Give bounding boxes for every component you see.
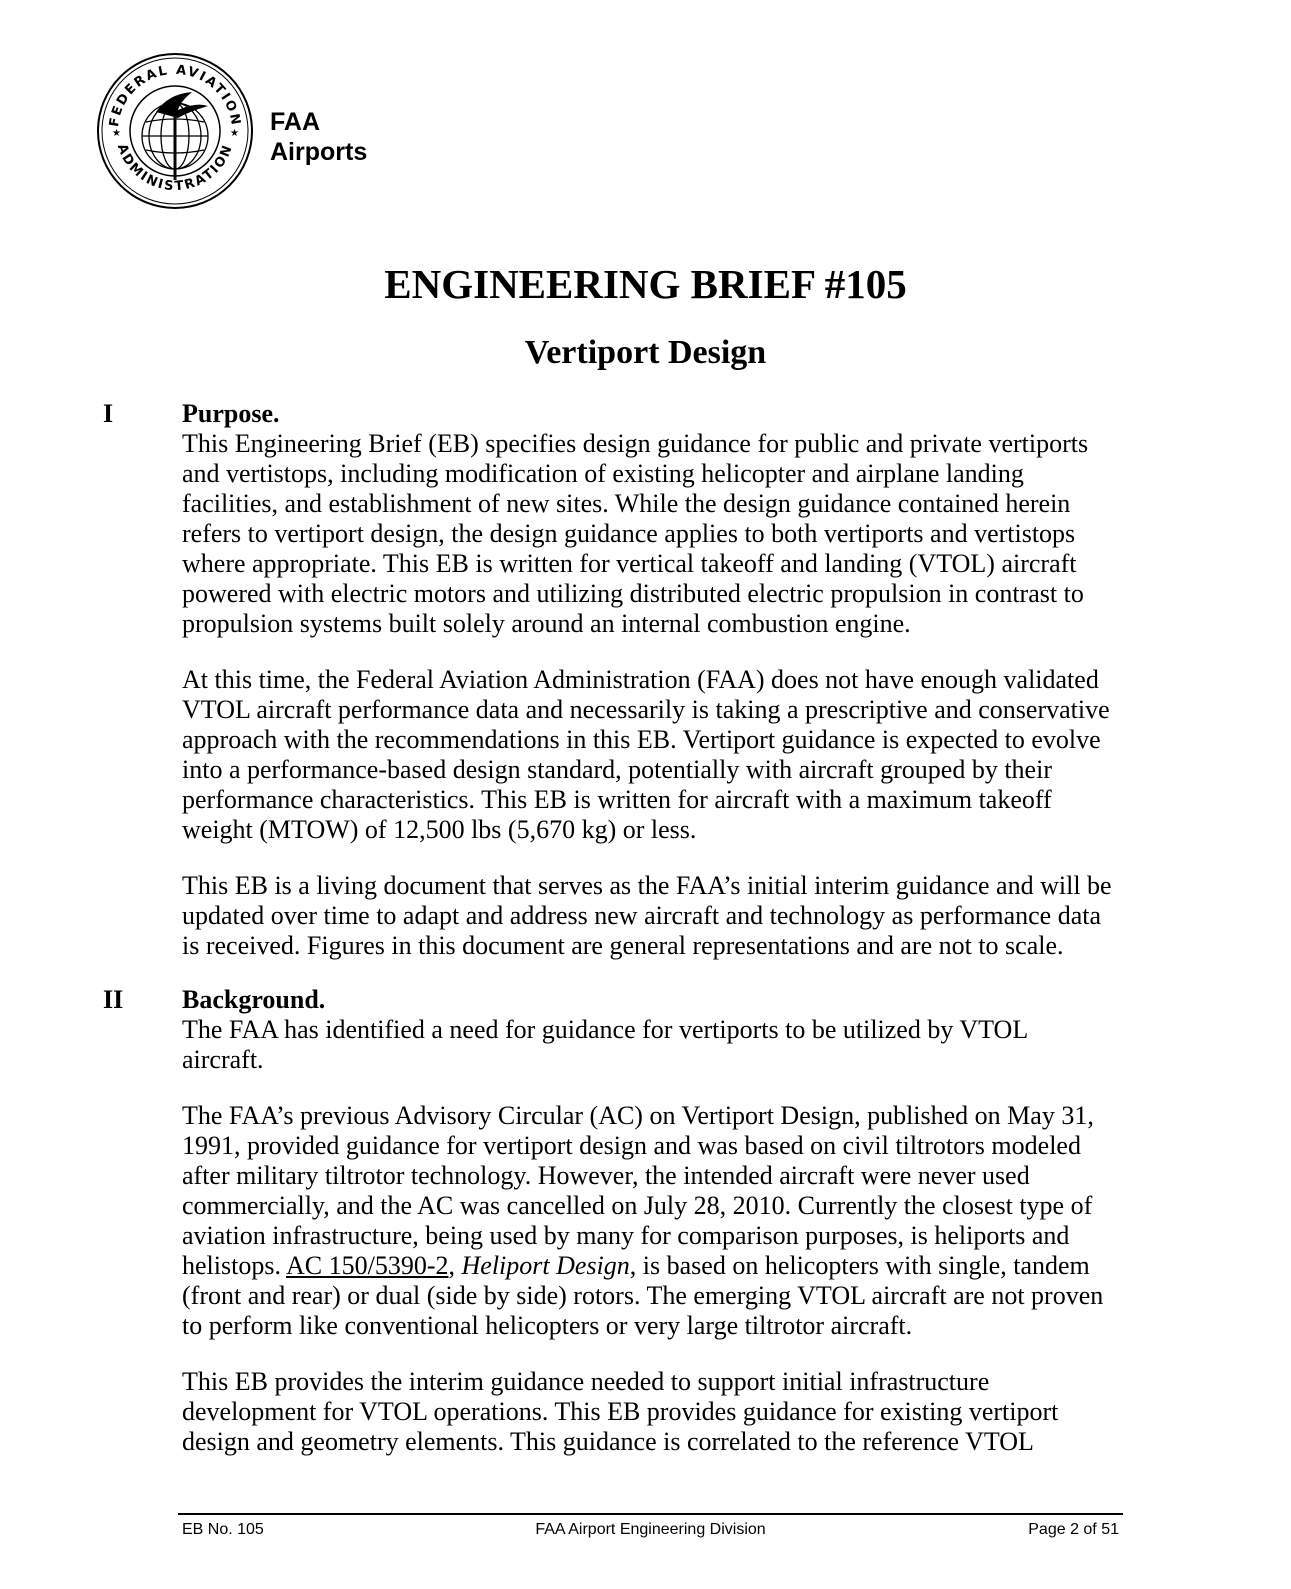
text-line: facilities, and establishment of new sites. While the design guidance contained herein [182, 489, 1071, 518]
page-header [96, 52, 496, 212]
text-line: aircraft. [182, 1045, 264, 1074]
footer-division: FAA Airport Engineering Division [535, 1521, 766, 1538]
text-line: to perform like conventional helicopters or very large tiltrotor aircraft. [182, 1311, 913, 1340]
heliport-design-title: Heliport Design [461, 1251, 630, 1280]
text-fragment: , is based on helicopters with single, tandem [629, 1251, 1090, 1280]
svg-text:★: ★ [230, 128, 239, 139]
paragraph [182, 1101, 1127, 1341]
text-line: This EB provides the interim guidance needed to support initial infrastructure [182, 1367, 990, 1396]
text-line: 1991, provided guidance for vertiport design and was based on civil tiltrotors modeled [182, 1131, 1081, 1160]
paragraph [182, 429, 1127, 639]
section-heading: Background. [182, 985, 326, 1014]
text-line: updated over time to adapt and address new aircraft and technology as performance data [182, 901, 1102, 930]
text-line: refers to vertiport design, the design guidance applies to both vertiports and vertistops [182, 519, 1076, 548]
text-line: propulsion systems built solely around an internal combustion engine. [182, 609, 911, 638]
text-fragment: , [448, 1251, 462, 1280]
text-line: VTOL aircraft performance data and necessarily is taking a prescriptive and conservative [182, 695, 1110, 724]
section-body [182, 399, 1127, 987]
ac-150-5390-2-link[interactable]: AC 150/5390-2 [286, 1251, 449, 1280]
text-line: powered with electric motors and utilizing distributed electric propulsion in contrast to [182, 579, 1084, 608]
text-line: aviation infrastructure, being used by many for comparison purposes, is heliports and [182, 1221, 1070, 1250]
document-title: ENGINEERING BRIEF #105 [384, 261, 907, 307]
text-line: This Engineering Brief (EB) specifies design guidance for public and private vertiports [182, 429, 1089, 458]
text-line: (front and rear) or dual (side by side) rotors. The emerging VTOL aircraft are not proven [182, 1281, 1104, 1310]
paragraph [182, 1367, 1127, 1457]
footer-doc-number: EB No. 105 [182, 1521, 264, 1538]
text-line: development for VTOL operations. This EB provides guidance for existing vertiport [182, 1397, 1059, 1426]
paragraph [182, 665, 1127, 845]
faa-seal-icon [96, 52, 254, 210]
text-line-reference [182, 1251, 1127, 1281]
text-line: where appropriate. This EB is written for vertical takeoff and landing (VTOL) aircraft [182, 549, 1077, 578]
text-line: commercially, and the AC was cancelled on July 28, 2010. Currently the closest type of [182, 1191, 1093, 1220]
text-line: performance characteristics. This EB is written for aircraft with a maximum takeoff [182, 785, 1052, 814]
section-number: I [103, 399, 114, 428]
text-line: into a performance-based design standard, potentially with aircraft grouped by their [182, 755, 1052, 784]
document-subtitle: Vertiport Design [524, 334, 767, 371]
paragraph [182, 1015, 1127, 1075]
paragraph [182, 871, 1127, 961]
text-line: This EB is a living document that serves as the FAA’s initial interim guidance and will be [182, 871, 1112, 900]
brand-line-faa: FAA [270, 108, 320, 136]
text-line: design and geometry elements. This guidance is correlated to the reference VTOL [182, 1427, 1034, 1456]
section-body [182, 985, 1127, 1483]
text-line: weight (MTOW) of 12,500 lbs (5,670 kg) or less. [182, 815, 697, 844]
text-line: is received. Figures in this document are general representations and are not to scale. [182, 931, 1064, 960]
text-line: after military tiltrotor technology. However, the intended aircraft were never used [182, 1161, 1030, 1190]
text-line: The FAA has identified a need for guidance for vertiports to be utilized by VTOL [182, 1015, 1029, 1044]
text-line: and vertistops, including modification of existing helicopter and airplane landing [182, 459, 1024, 488]
section-heading: Purpose. [182, 399, 280, 428]
section-number: II [103, 985, 124, 1014]
text-fragment: helistops. [182, 1251, 287, 1280]
text-line: The FAA’s previous Advisory Circular (AC) on Vertiport Design, published on May 31, [182, 1101, 1094, 1130]
footer-page-number: Page 2 of 51 [1028, 1521, 1119, 1538]
text-line: approach with the recommendations in this EB. Vertiport guidance is expected to evolve [182, 725, 1101, 754]
brand-line-airports: Airports [270, 138, 368, 166]
text-line: At this time, the Federal Aviation Administration (FAA) does not have enough validated [182, 665, 1099, 694]
page-footer [178, 1513, 1123, 1551]
svg-text:ADMINISTRATION: ADMINISTRATION [113, 141, 237, 195]
brand-block [270, 107, 367, 167]
svg-text:FEDERAL AVIATION: FEDERAL AVIATION [107, 62, 244, 128]
svg-text:★: ★ [112, 128, 121, 139]
